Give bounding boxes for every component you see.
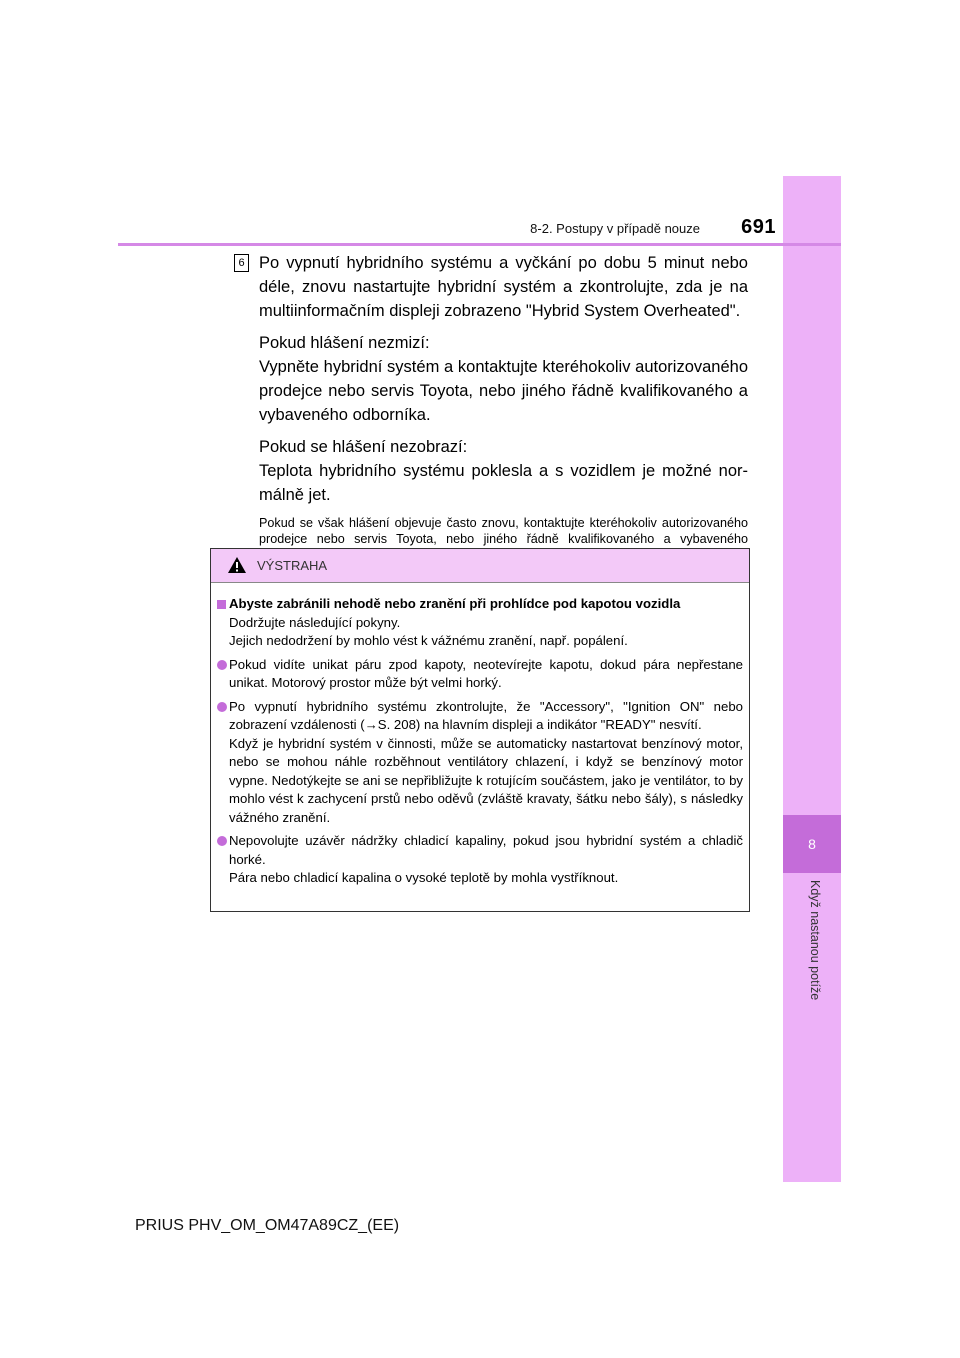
warning-box [210,548,750,912]
circle-bullet-icon [217,660,227,670]
square-bullet-icon [217,600,226,609]
warning-header [211,549,749,583]
warning-title: VÝSTRAHA [257,558,328,573]
warning-body [211,583,749,888]
chapter-title: Když nastanou potíže [808,880,822,1001]
chapter-side-tab [783,176,841,1182]
section-title: 8-2. Postupy v případě nouze [530,221,700,236]
header-divider [118,243,841,246]
condition-body: Teplota hybridního systému poklesla a s vozidlem je možné normálně jet. [259,462,748,504]
bullet-text: Pokud vidíte unikat páru zpod kapoty, neotevírejte kapotu, dokud pára nepřestane unikat. Motorový prostor může být velmi horký. [229,656,743,690]
step-paragraph: Po vypnutí hybridního systému a vyčkání po dobu 5 minut nebo déle, znovu nastartujte hybridní systém a zkontrolujte, zda je na multiinformačním displeji zobrazeno "Hybrid System Overheated". [259,254,748,320]
chapter-number: 8 [783,815,841,873]
condition-title: Pokud hlášení nezmizí: [259,334,430,352]
step-number-badge: 6 [234,254,249,272]
warning-bullet [217,832,743,888]
warning-bullet [217,656,743,693]
page-number: 691 [741,216,776,238]
warning-bullet [217,698,743,828]
condition-title: Pokud se hlášení nezobrazí: [259,438,468,456]
circle-bullet-icon [217,836,227,846]
warning-triangle-icon [227,556,247,579]
warning-heading-text: Abyste zabránili nehodě nebo zranění při prohlídce pod kapotou vozidla [229,596,681,611]
step-note: Pokud se však hlášení objevuje často znovu, kontaktujte kteréhokoliv autorizovaného prodejce nebo servis Toyota, nebo jiného řádně kvalifikovaného a vybaveného [259,516,748,546]
bullet-text: Po vypnutí hybridního systému zkontrolujte, že "Accessory", "Ignition ON" nebo zobrazení vzdálenosti (→S. 208) na hlavním displeji a indikátor "READY" nesvítí. [229,698,743,732]
circle-bullet-icon [217,702,227,712]
document-code: PRIUS PHV_OM_OM47A89CZ_(EE) [135,1217,400,1234]
bullet-text: Nepovolujte uzávěr nádržky chladicí kapaliny, pokud jsou hybridní systém a chladič horké. [229,833,743,867]
warning-intro: Dodržujte následující pokyny. [229,614,401,630]
bullet-text: Pára nebo chladicí kapalina o vysoké teplotě by mohla vystříknout. [229,870,619,885]
warning-intro: Jejich nedodržení by mohlo vést k vážnému zranění, např. popálení. [229,633,628,648]
condition-body: Vypněte hybridní systém a kontaktujte kteréhokoliv autorizovaného prodejce nebo servis Toyota, nebo jiného řádně kvalifikovaného a vybaveného odborníka. [259,358,748,424]
step-content [259,251,748,563]
bullet-text: Když je hybridní systém v činnosti, může se automaticky nastartovat benzínový motor, nebo se mohou náhle rozběhnout ventilátory chlazení, i když se benzínový motor vypne. Nedotýkejte se ani se nepřibližujte k rotujícím součástem, jako je ventilátor, to by mohlo vést k zachycení prstů nebo oděvů (zvláště kravaty, šátku nebo šály), s následky vážného zranění. [229,735,743,825]
warning-heading [217,595,743,614]
